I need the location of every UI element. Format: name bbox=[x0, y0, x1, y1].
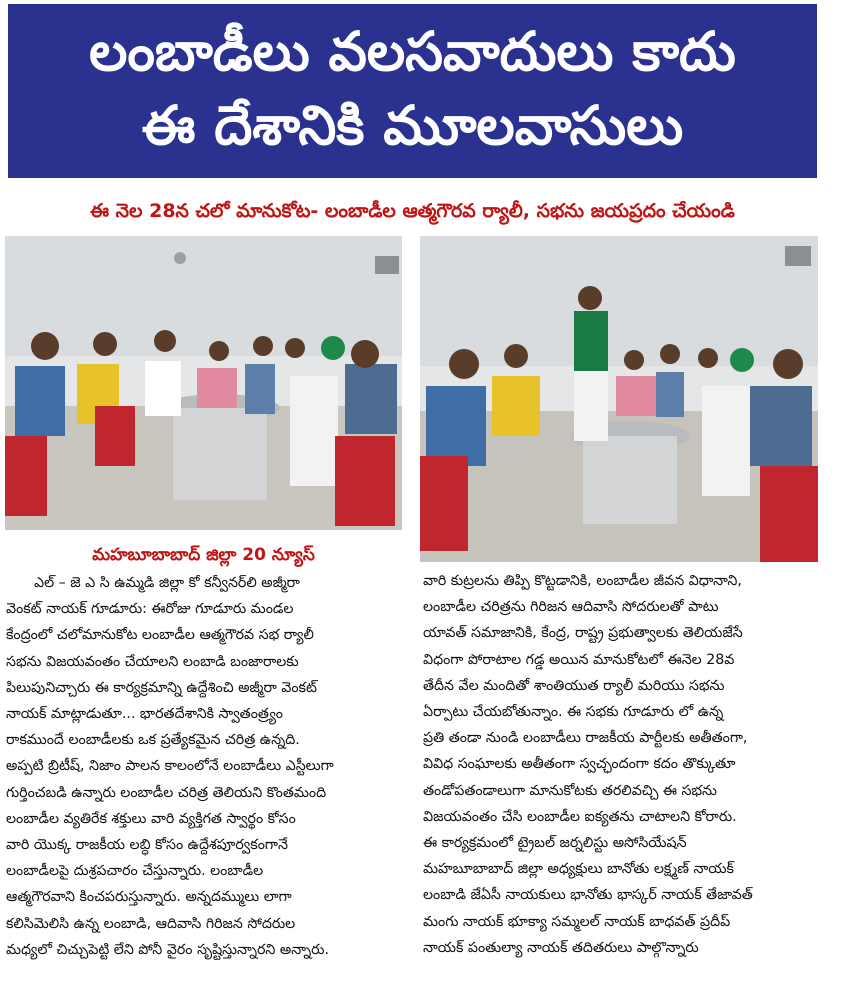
article-column-left bbox=[6, 570, 402, 963]
article-line: వారి యొక్క రాజకీయ లబ్ధి కోసం ఉద్దేశపూర్వకంగానే bbox=[6, 837, 288, 854]
article-line: ఈ కార్యక్రమంలో ట్రైబల్ జర్నలిస్టు అసోసియేషన్ bbox=[423, 835, 687, 852]
article-line: వారి కుట్రలను తిప్పి కొట్టడానికి, లంబాడీల జీవన విధానాని, bbox=[423, 573, 742, 589]
article-line: లంబాడి జేఏసీ నాయకులు భానోతు భాస్కర్ నాయక్ తేజావత్ bbox=[423, 887, 753, 904]
article-line: ఆత్మగౌరవాని కించపరుస్తున్నారు. అన్నదమ్ములు లాగా bbox=[6, 889, 292, 906]
article-line: లంబాడీలపై దుశ్రపచారం చేస్తున్నారు. లంబాడీల bbox=[6, 863, 264, 880]
byline: మహబూబాబాద్ జిల్లా 20 న్యూస్ bbox=[92, 545, 315, 565]
article-line: పిలుపునిచ్చారు ఈ కార్యక్రమాన్ని ఉద్దేశించి అజ్మీరా వెంకట్ bbox=[6, 679, 317, 696]
article-line: లంబాడీల చరిత్రను గిరిజన ఆదివాసి సోదరులతో పాటు bbox=[423, 599, 719, 616]
subheadline: ఈ నెల 28న చలో మానుకోట- లంబాడీల ఆత్మగౌరవ ర్యాలీ, సభను జయప్రదం చేయండి bbox=[90, 200, 735, 222]
article-line: సభను విజయవంతం చేయాలని లంబాడి బంజారాలకు bbox=[6, 653, 299, 670]
article-line: యావత్ సమాజానికి, కేంద్ర, రాష్ట్ర ప్రభుత్వాలకు తెలియజేసే bbox=[423, 625, 743, 642]
article-line: నాయక్ పంతుల్యా నాయక్ తదితరులు పాల్గొన్నారు bbox=[423, 939, 699, 956]
article-line: వెంకట్ నాయక్ గూడూరు: ఈరోజు గూడూరు మండల bbox=[6, 601, 294, 618]
meeting-photo-left-image bbox=[5, 236, 402, 530]
article-line: తేదీన వేల మందితో శాంతియుత ర్యాలీ మరియు సభను bbox=[423, 677, 725, 694]
article-line: అప్పటి బ్రిటీష్, నిజాం పాలన కాలంలోనే లంబాడీలు ఎస్టీలుగా bbox=[6, 758, 334, 775]
headline-line-1: లంబాడీలు వలసవాదులు కాదు bbox=[89, 20, 736, 83]
article-line: తండోపతండాలుగా మానుకోటకు తరలివచ్చి ఈ సభను bbox=[423, 782, 717, 799]
article-line: విజయవంతం చేసి లంబాడీల ఐక్యతను చాటాలని కోరారు. bbox=[423, 808, 737, 825]
article-line: విధంగా పోరాటాల గడ్డ అయిన మానుకోటలో ఈనెల 28వ bbox=[423, 651, 735, 668]
article-line: మహబూబాబాద్ జిల్లా అధ్యక్షులు బానోతు లక్ష్మణ్ నాయక్ bbox=[423, 861, 734, 878]
article-line: కలిసిమెలిసి ఉన్న లంబాడి, ఆదివాసి గిరిజన సోదరుల bbox=[6, 915, 296, 932]
article-column-right bbox=[423, 568, 818, 961]
meeting-photo-left bbox=[5, 236, 402, 530]
article-line: మధ్యలో చిచ్చుపెట్టి లేని పోనీ వైరం సృష్టిస్తున్నారని అన్నారు. bbox=[6, 941, 329, 958]
article-line: వివిధ సంఘాలకు అతీతంగా స్వచ్ఛందంగా కదం తొక్కుతూ bbox=[423, 756, 736, 773]
meeting-photo-right-image bbox=[420, 236, 818, 562]
headline-line-2: ఈ దేశానికి మూలవాసులు bbox=[141, 94, 684, 157]
article-line: రాకముందే లంబాడీలకు ఒక ప్రత్యేకమైన చరిత్ర ఉన్నది. bbox=[6, 732, 300, 749]
article-line: ప్రతి తండా నుండి లంబాడీలు రాజకీయ పార్టీలకు అతీతంగా, bbox=[423, 730, 748, 747]
article-line: ఏర్పాటు చేయబోతున్నాం. ఈ సభకు గూడూరు లో ఉన్న bbox=[423, 704, 724, 721]
meeting-photo-right bbox=[420, 236, 818, 562]
article-line: నాయక్ మాట్లాడుతూ... భారతదేశానికి స్వాతంత్ర్యం bbox=[6, 706, 283, 723]
article-line: లంబాడీల వ్యతిరేక శక్తులు వారి వ్యక్తిగత స్వార్థం కోసం bbox=[6, 810, 296, 827]
article-line: ఎల్ – జె ఎ సి ఉమ్మడి జిల్లా కో కన్వీనర్‌లి అజ్మీరా bbox=[34, 575, 300, 591]
article-line: కేంద్రంలో చలోమానుకోట లంబాడీల ఆత్మగౌరవ సభ ర్యాలీ bbox=[6, 627, 314, 644]
article-line: గుర్తించబడి ఉన్నారు లంబాడీల చరిత్ర తెలియని కొంతమంది bbox=[6, 784, 327, 801]
article-line: మంగు నాయక్ భూక్యా సమ్మలల్ నాయక్ బాధవత్ ప్రదీప్ bbox=[423, 913, 731, 930]
headline-banner bbox=[8, 4, 817, 178]
